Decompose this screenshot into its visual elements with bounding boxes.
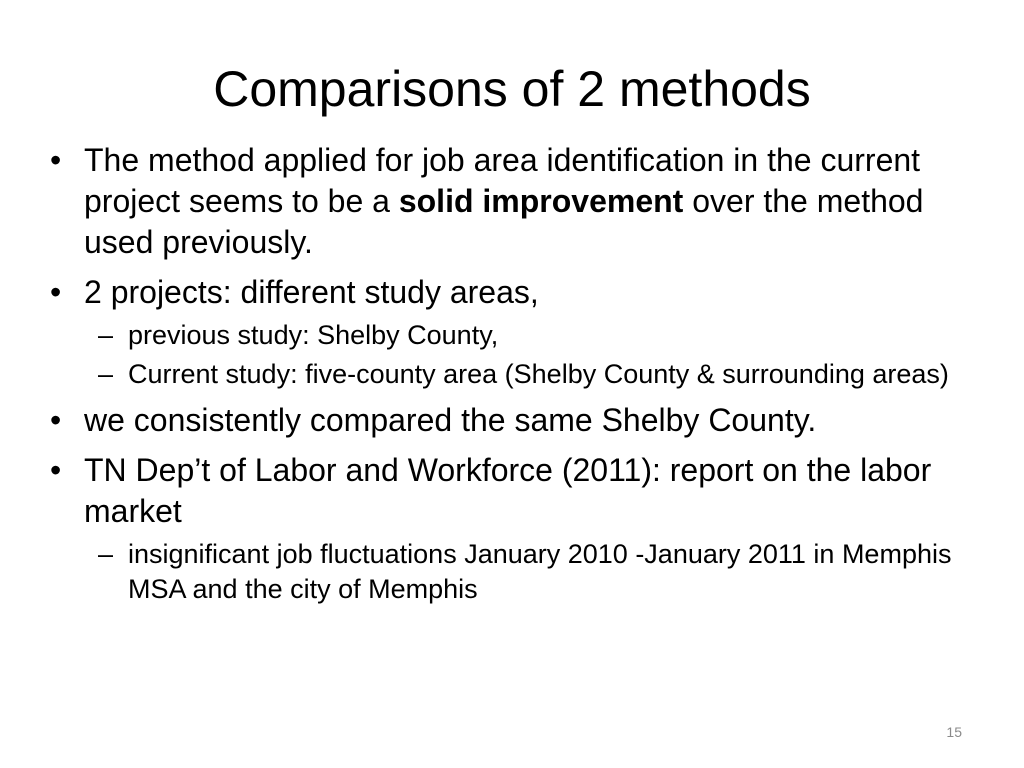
slide-body xyxy=(50,140,980,615)
dash-icon: – xyxy=(98,320,114,350)
sub-bullet-item xyxy=(50,357,980,392)
sub-bullet-text: Current study: five-county area (Shelby County & surrounding areas) xyxy=(128,359,949,389)
bullet-icon: • xyxy=(50,452,62,488)
bullet-icon: • xyxy=(50,142,62,178)
sub-bullet-item xyxy=(50,318,980,353)
bullet-item xyxy=(50,400,980,441)
page-number: 15 xyxy=(946,724,962,740)
bullet-item xyxy=(50,272,980,313)
bullet-icon: • xyxy=(50,274,62,310)
bullet-text: 2 projects: different study areas, xyxy=(84,274,539,310)
bullet-text: The method applied for job area identification in the current project seems to be a xyxy=(84,142,921,219)
sub-bullet-text: insignificant job fluctuations January 2010 -January 2011 in Memphis MSA and the city of Memphis xyxy=(128,539,952,604)
bullet-text-continued: over the method used previously. xyxy=(84,183,924,260)
slide-title: Comparisons of 2 methods xyxy=(213,61,811,117)
bullet-bold-text: solid improvement xyxy=(398,183,684,219)
sub-bullet-item xyxy=(50,537,980,607)
bullet-item xyxy=(50,140,980,263)
bullet-text: TN Dep’t of Labor and Workforce (2011): report on the labor market xyxy=(84,452,932,529)
sub-bullet-text: previous study: Shelby County, xyxy=(128,320,499,350)
bullet-text: we consistently compared the same Shelby County. xyxy=(84,402,817,438)
dash-icon: – xyxy=(98,539,114,569)
dash-icon: – xyxy=(98,359,114,389)
bullet-item xyxy=(50,450,980,532)
bullet-icon: • xyxy=(50,402,62,438)
